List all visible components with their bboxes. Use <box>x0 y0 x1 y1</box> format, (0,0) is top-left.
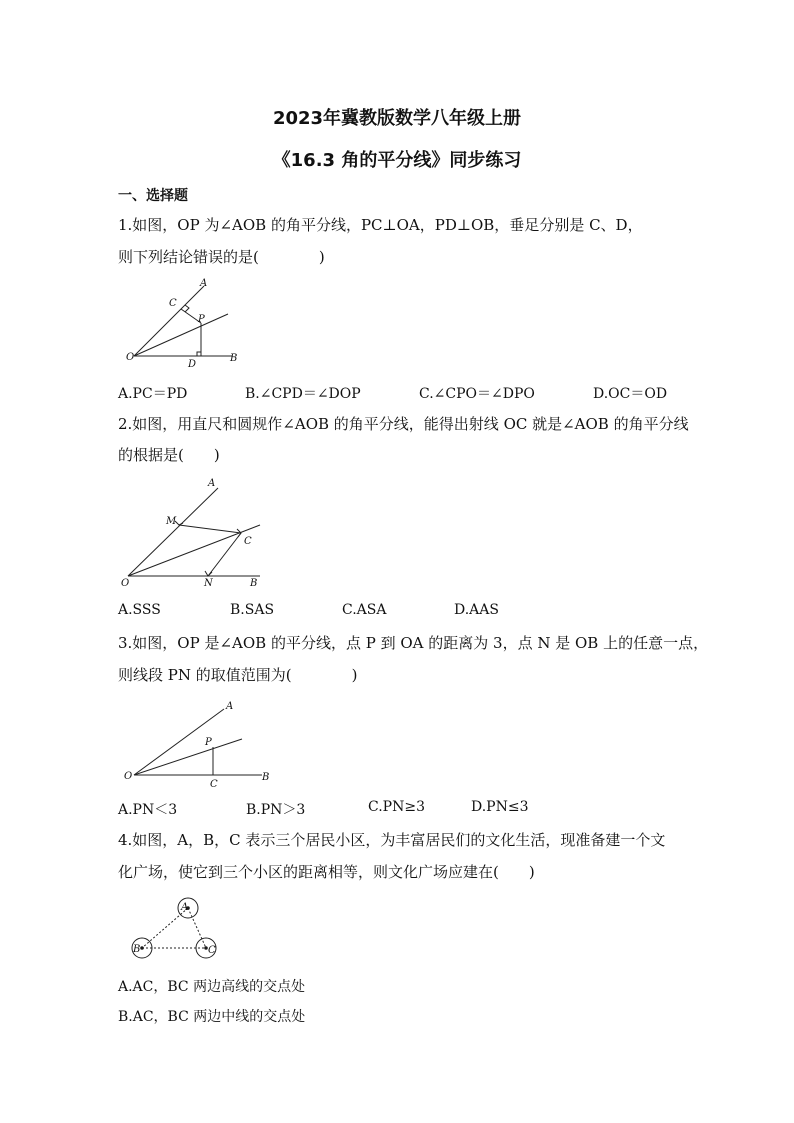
q1-option-c[interactable]: C.∠CPO＝∠DPO <box>419 386 535 402</box>
q4-dashed-ab <box>142 908 188 948</box>
q2-option-b[interactable]: B.SAS <box>230 602 275 618</box>
q4-stem-line1: 4.如图，A，B，C 表示三个居民小区，为丰富居民们的文化生活，现准备建一个文 <box>118 831 666 849</box>
q2-option-d[interactable]: D.AAS <box>454 602 499 618</box>
q4-label-c: C <box>208 945 216 956</box>
q1-ray-op <box>134 314 228 356</box>
q3-stem-line2: 则线段 PN 的取值范围为( ) <box>118 666 358 684</box>
q1-option-d[interactable]: D.OC＝OD <box>593 386 668 402</box>
q2-label-o: O <box>121 578 130 589</box>
q2-ray-oa <box>128 488 218 576</box>
q4-label-a: A <box>181 902 189 913</box>
q2-segment-nc <box>208 533 241 576</box>
q4-point-b <box>141 947 144 950</box>
q3-label-b: B <box>262 772 270 783</box>
q2-option-a[interactable]: A.SSS <box>118 602 161 618</box>
q3-label-p: P <box>205 737 212 748</box>
section-heading: 一、选择题 <box>118 188 188 204</box>
q1-label-a: A <box>200 278 208 289</box>
q3-ray-op <box>134 739 242 775</box>
q1-right-angle-d <box>197 352 201 356</box>
q3-option-d[interactable]: D.PN≤3 <box>471 799 529 815</box>
q4-option-b[interactable]: B.AC，BC 两边中线的交点处 <box>118 1009 306 1025</box>
q1-stem-line1: 1.如图，OP 为∠AOB 的角平分线，PC⊥OA，PD⊥OB，垂足分别是 C、D， <box>118 216 643 234</box>
q3-label-c: C <box>210 779 218 790</box>
q2-stem-line1: 2.如图，用直尺和圆规作∠AOB 的角平分线，能得出射线 OC 就是∠AOB 的角平分线 <box>118 415 689 433</box>
q3-label-o: O <box>124 771 133 782</box>
q4-figure <box>118 893 228 965</box>
q2-stem-line2: 的根据是( ) <box>118 446 220 464</box>
q1-figure <box>118 278 248 370</box>
q1-ray-oa <box>134 286 204 356</box>
q2-label-a: A <box>208 478 216 489</box>
q4-option-a[interactable]: A.AC，BC 两边高线的交点处 <box>118 979 306 995</box>
q1-right-angle-c <box>185 305 189 312</box>
q3-figure <box>118 695 278 791</box>
q1-label-c: C <box>169 298 177 309</box>
document-subtitle: 《16.3 角的平分线》同步练习 <box>272 150 522 171</box>
q4-label-b: B <box>133 944 141 955</box>
q2-figure <box>118 474 268 592</box>
q1-option-a[interactable]: A.PC＝PD <box>118 386 188 402</box>
q4-dashed-ac <box>188 908 206 948</box>
q3-option-a[interactable]: A.PN＜3 <box>118 802 178 818</box>
q3-option-c[interactable]: C.PN≥3 <box>368 799 425 815</box>
q2-label-c: C <box>244 536 252 547</box>
q2-label-m: M <box>166 516 177 527</box>
q2-label-n: N <box>204 578 213 589</box>
q1-option-b[interactable]: B.∠CPD＝∠DOP <box>245 386 361 402</box>
q4-stem-line2: 化广场，使它到三个小区的距离相等，则文化广场应建在( ) <box>118 863 535 881</box>
q4-point-c <box>205 947 208 950</box>
q2-segment-mc <box>179 525 241 533</box>
q1-label-b: B <box>230 353 238 364</box>
q3-stem-line1: 3.如图，OP 是∠AOB 的平分线，点 P 到 OA 的距离为 3，点 N 是 OB 上的任意一点， <box>118 634 709 652</box>
q3-label-a: A <box>226 701 234 712</box>
q1-label-o: O <box>126 352 135 363</box>
q1-label-p: P <box>198 314 205 325</box>
q3-option-b[interactable]: B.PN＞3 <box>246 802 306 818</box>
document-title: 2023年冀教版数学八年级上册 <box>272 108 522 129</box>
q1-label-d: D <box>188 359 197 370</box>
q2-option-c[interactable]: C.ASA <box>342 602 387 618</box>
q2-label-b: B <box>250 578 258 589</box>
q1-stem-line2: 则下列结论错误的是( ) <box>118 248 325 266</box>
